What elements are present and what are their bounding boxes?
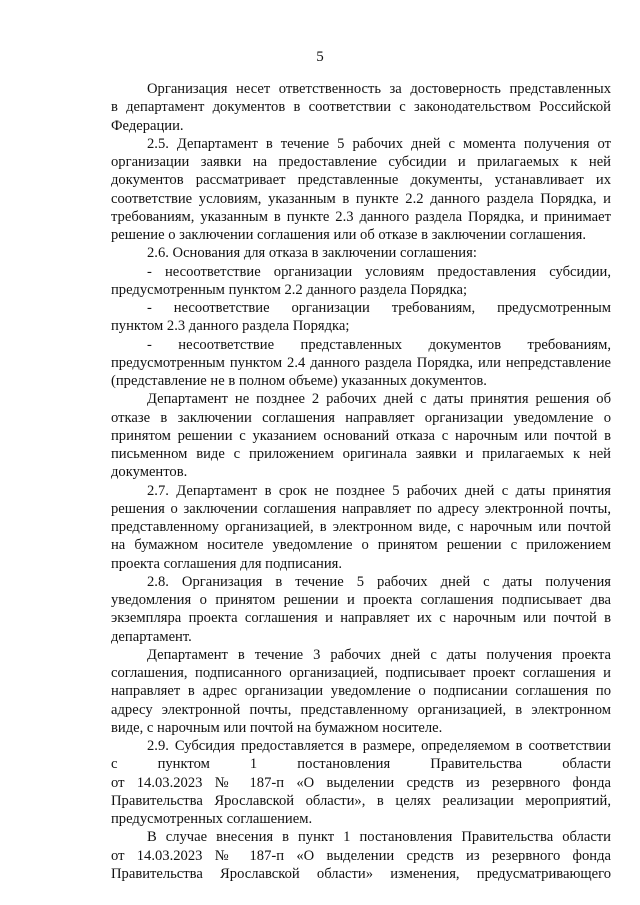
text-line: Правительства Ярославской области» изменения, предусматривающего [111, 865, 611, 882]
text-line: Правительства Ярославской области», в целях реализации мероприятий, [111, 792, 611, 809]
text-line: - несоответствие организации требованиям, предусмотренным [147, 300, 611, 316]
text-line: решение о заключении соглашения или об отказе в заключении соглашения. [111, 227, 587, 243]
text-line: уведомления о принятом решении и проекта соглашения подписывает два [111, 592, 611, 608]
text-line: соответствие условиям, указанным в пункте 2.2 данного раздела Порядка, и [111, 190, 611, 207]
text-line: пунктом 2.3 данного раздела Порядка; [111, 318, 350, 335]
text-line: Организация несет ответственность за достоверность представленных [147, 81, 611, 97]
text-line: в департамент документов в соответствии с законодательством Российской [111, 99, 611, 116]
text-line: требованиям, указанным в пункте 2.3 данного раздела Порядка, и принимает [111, 208, 611, 225]
text-line: адресу электронной почты, представленному организацией, в электронном [111, 701, 611, 718]
text-line: документов. [111, 464, 188, 481]
text-line: Департамент не позднее 2 рабочих дней с даты принятия решения об [147, 391, 611, 408]
text-line: направляет в адрес организации уведомление о подписании соглашения по [111, 683, 611, 700]
text-line: департамент. [111, 628, 192, 645]
text-line: на бумажном носителе уведомление о принятом решении с приложением [111, 537, 611, 554]
text-line: Федерации. [111, 117, 184, 134]
page-number: 5 [316, 49, 324, 65]
text-line: Департамент в течение 3 рабочих дней с даты получения проекта [147, 646, 611, 663]
text-line: представленному организацией, в электронном виде, с нарочным или почтой [111, 519, 611, 535]
text-line: решения о заключении соглашения направляет по адресу электронной почты, [111, 500, 611, 517]
document-body [111, 80, 611, 883]
text-line: 2.7. Департамент в срок не позднее 5 рабочих дней с даты принятия [147, 482, 611, 499]
text-line: 2.9. Субсидия предоставляется в размере, определяемом в соответствии [147, 738, 611, 754]
text-line: от 14.03.2023 № 187-п «О выделении средств из резервного фонда [111, 774, 611, 791]
text-line: 2.8. Организация в течение 5 рабочих дней с даты получения [147, 573, 611, 590]
text-line: 2.6. Основания для отказа в заключении соглашения: [147, 245, 477, 262]
text-line: с пунктом 1 постановления Правительства области [111, 756, 611, 773]
text-line: от 14.03.2023 № 187-п «О выделении средств из резервного фонда [111, 847, 611, 864]
text-line: В случае внесения в пункт 1 постановления Правительства области [147, 829, 611, 846]
text-line: предусмотренных соглашением. [111, 811, 313, 827]
text-line: - несоответствие организации условиям предоставления субсидии, [147, 263, 611, 280]
text-line: соглашения, подписанного организацией, подписывает проект соглашения и [111, 665, 611, 681]
text-line: проекта соглашения для подписания. [111, 555, 343, 572]
text-line: организации заявки на предоставление субсидии и прилагаемых к ней [111, 154, 611, 170]
text-line: экземпляра проекта соглашения и направляет их с нарочным или почтой в [111, 610, 611, 627]
text-line: отказе в заключении соглашения направляет организации уведомление о [111, 409, 611, 426]
text-line: 2.5. Департамент в течение 5 рабочих дней с момента получения от [147, 135, 611, 152]
text-line: виде, с нарочным или почтой на бумажном носителе. [111, 719, 443, 736]
text-line: принятом решении с указанием оснований отказа с нарочным или почтой в [111, 427, 611, 444]
text-line: письменном виде с приложением оригинала заявки и прилагаемых к ней [111, 446, 611, 462]
text-line: документов рассматривает представленные документы, устанавливает их [111, 172, 611, 189]
text-line: предусмотренным пунктом 2.2 данного раздела Порядка; [111, 281, 468, 298]
text-line: предусмотренным пунктом 2.4 данного раздела Порядка, или непредставление [111, 354, 611, 371]
text-line: - несоответствие представленных документов требованиям, [147, 336, 611, 353]
text-line: (представление не в полном объеме) указанных документов. [111, 373, 487, 389]
